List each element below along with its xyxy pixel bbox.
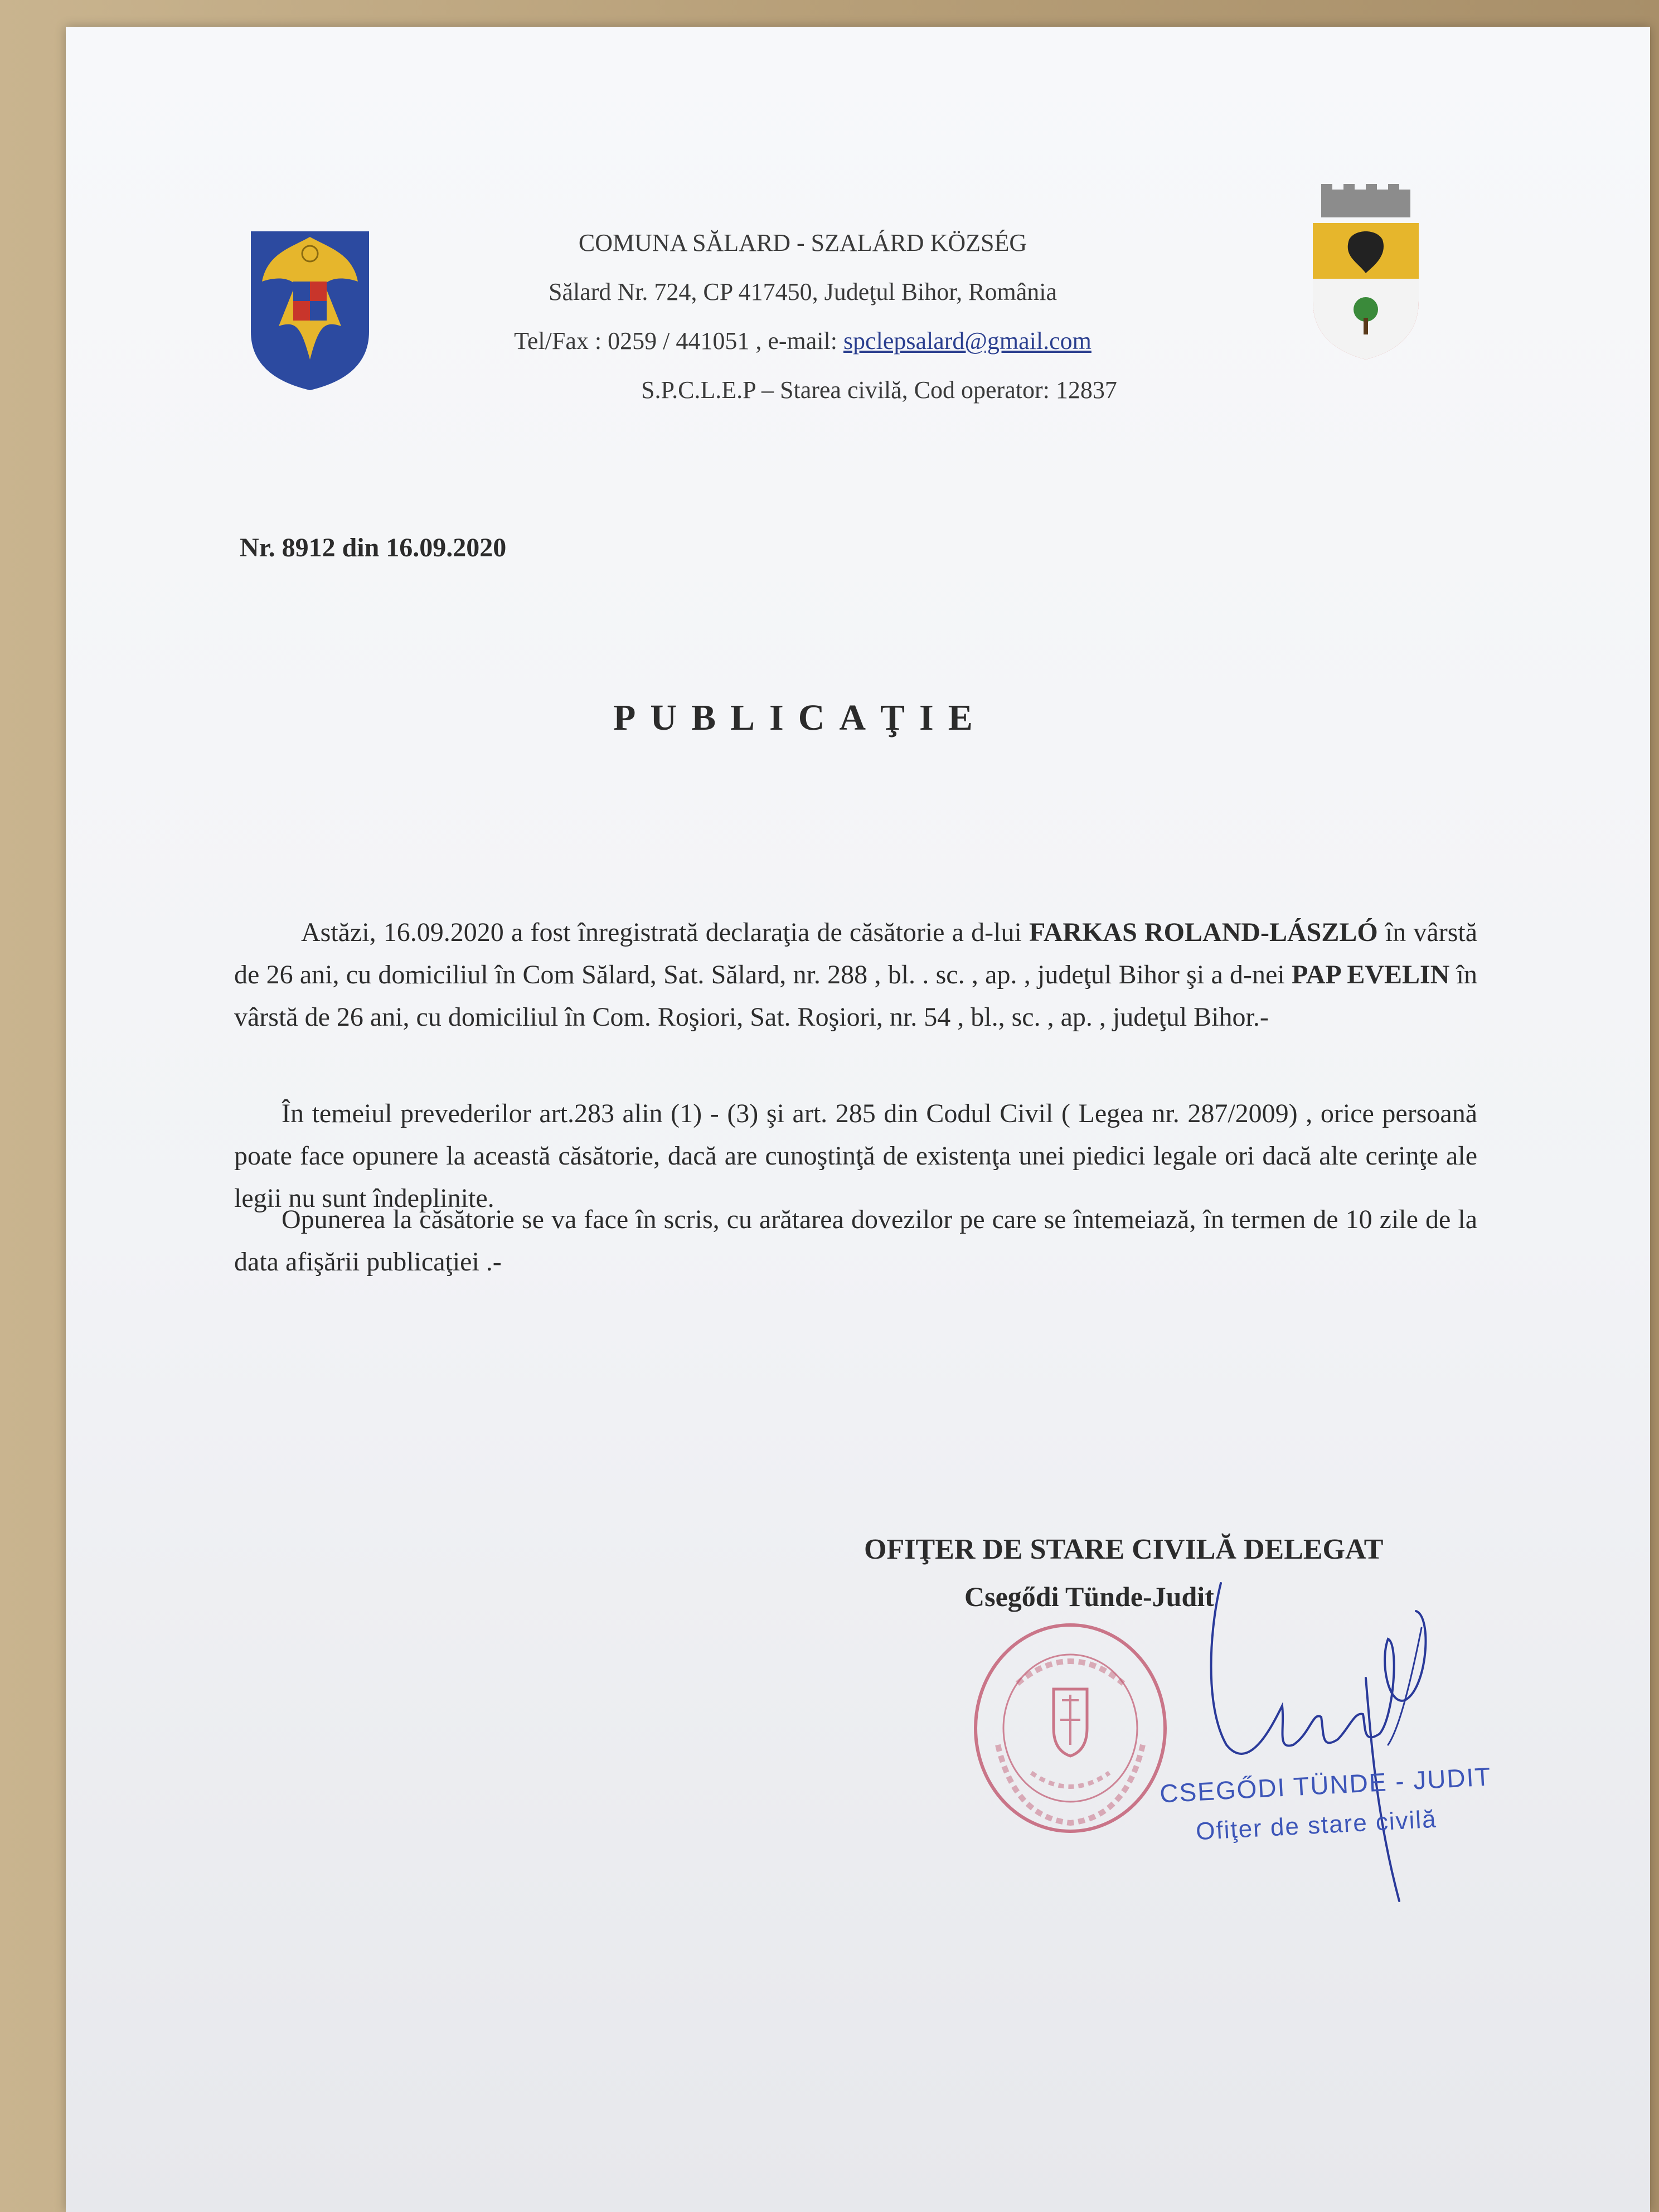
romania-coat-of-arms-icon [245, 215, 375, 393]
declaration-text-a: Astăzi, 16.09.2020 a fost înregistrată declaraţia de căsătorie a d-lui [301, 918, 1029, 947]
stamp-officer-role: Ofiţer de stare civilă [1195, 1805, 1438, 1846]
bride-name: PAP EVELIN [1291, 960, 1450, 989]
declaration-text-b: în vârstă de 26 ani, cu domiciliul în Com Sălard, Sat. Sălard, nr. 288 , bl. . sc. , ap. , judeţul Bihor şi a d-nei [234, 918, 1478, 989]
document-title: PUBLICAŢIE [613, 697, 987, 738]
header-address: Sălard Nr. 724, CP 417450, Judeţul Bihor, România [548, 278, 1057, 305]
header-contact [424, 327, 1182, 355]
registration-number: Nr. 8912 din 16.09.2020 [240, 533, 507, 562]
header-phone: Tel/Fax : 0259 / 441051 , e-mail: [514, 327, 843, 355]
declaration-text-c: în vârstă de 26 ani, cu domiciliul în Com. Roşiori, Sat. Roşiori, nr. 54 , bl., sc. , ap. , judeţul Bihor.- [234, 960, 1477, 1032]
header-operator: S.P.C.L.E.P – Starea civilă, Cod operator: 12837 [641, 376, 1117, 404]
header-email-link[interactable]: spclepsalard@gmail.com [843, 327, 1092, 355]
salard-coat-of-arms-icon [1304, 184, 1427, 362]
paragraph-declaration [234, 911, 1477, 1039]
official-seal-icon [964, 1617, 1176, 1840]
header-commune-name: COMUNA SĂLARD - SZALÁRD KÖZSÉG [578, 229, 1027, 256]
handwritten-signature-icon [1187, 1561, 1466, 1907]
stamp-officer-name: CSEGŐDI TÜNDE - JUDIT [1159, 1762, 1492, 1808]
paragraph-legal-basis: În temeiul prevederilor art.283 alin (1) - (3) şi art. 285 din Codul Civil ( Legea nr. 287/2009) , orice persoană poate face opunere la această căsătorie, dacă are cunoştinţă de existenţa unei piedici legale ori dacă alte cerinţe ale legii nu sunt îndeplinite. [234, 1099, 1477, 1213]
officer-name: Csegődi Tünde-Judit [964, 1581, 1214, 1612]
officer-title: OFIŢER DE STARE CIVILĂ DELEGAT [864, 1534, 1384, 1565]
paragraph-opposition: Opunerea la căsătorie se va face în scris, cu arătarea dovezilor pe care se întemeiază, în termen de 10 zile de la data afişării publicaţiei .- [234, 1205, 1477, 1277]
groom-name: FARKAS ROLAND-LÁSZLÓ [1029, 918, 1378, 947]
